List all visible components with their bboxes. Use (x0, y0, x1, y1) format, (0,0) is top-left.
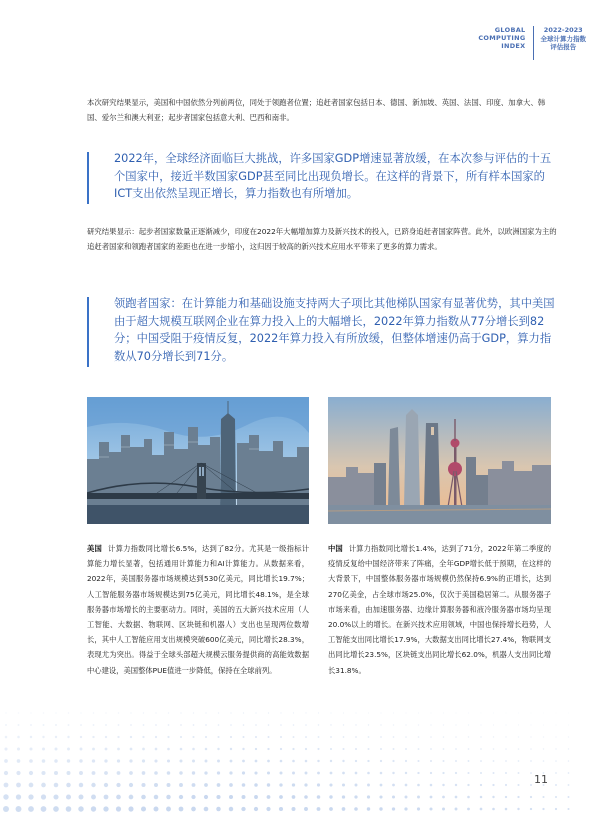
header-divider (533, 26, 534, 60)
new-york-skyline-photo (87, 397, 309, 524)
intro-paragraph: 本次研究结果显示，美国和中国依然分列前两位，同处于领跑者位置；追赶者国家包括日本、德国、新加坡、英国、法国、印度、加拿大、韩国、爱尔兰和澳大利亚；起步者国家包括意大利、巴西和南非。 (87, 98, 546, 122)
quote-text: 2022年，全球经济面临巨大挑战，许多国家GDP增速显著放缓，在本次参与评估的十五个国家中，接近半数国家GDP甚至同比出现负增长。在这样的背景下，所有样本国家的ICT支出依然呈现正增长，算力指数也有所增加。 (114, 152, 552, 201)
decorative-dot-pattern (0, 695, 600, 814)
usa-label: 美国 (87, 544, 103, 553)
page-number: 11 (534, 773, 548, 786)
usa-column (87, 541, 309, 678)
highlight-quote-2 (87, 295, 557, 369)
shanghai-skyline-photo (328, 397, 551, 524)
quote-text: 领跑者国家：在计算能力和基础设施支持两大子项比其他梯队国家有显著优势，其中美国由于超大规模互联网企业在算力投入上的大幅增长，2022年算力指数从77分增长到82分；中国受阻于疫情反复，2022年算力投入有所放缓，但整体增速仍高于GDP，算力指数从70分增长到71分。 (114, 297, 555, 363)
quote-bar (87, 297, 89, 367)
global-computing-index-logo: GLOBAL COMPUTING INDEX (478, 26, 526, 50)
highlight-quote-1 (87, 150, 557, 206)
china-label: 中国 (328, 544, 343, 553)
china-text: 计算力指数同比增长1.4%，达到了71分，2022年第二季度的疫情反复给中国经济带来了阵痛，全年GDP增长低于预期，在这样的大背景下，中国整体服务器市场规模仍然保持6.9%的正增长，达到270亿美金，占全球市场25.0%，仅次于美国稳居第二。从服务器子市场来看，由加速服务器、边缘计算服务器和液冷服务器市场均呈现20.0%以上的增长。在新兴技术应用领域，中国也保持增长趋势，人工智能支出同比增长17.9%，大数据支出同比增长27.4%，物联网支出同比增长23.5%，区块链支出同比增长62.0%，机器人支出同比增长31.8%。 (328, 544, 551, 675)
findings-paragraph: 研究结果显示：起步者国家数量正逐渐减少，印度在2022年大幅增加算力及新兴技术的投入，已跻身追赶者国家阵营。此外，以欧洲国家为主的追赶者国家和领跑者国家的差距也在进一步缩小，这归因于较高的新兴技术应用水平带来了更多的算力需求。 (87, 227, 557, 251)
china-column (328, 541, 551, 678)
quote-bar (87, 152, 89, 204)
report-title: 2022-2023 全球计算力指数 评估报告 (540, 26, 586, 51)
usa-text: 计算力指数同比增长6.5%，达到了82分。尤其是一级指标计算能力增长显著，包括通用计算能力和AI计算能力。从数据来看，2022年，美国服务器市场规模达到530亿美元，同比增长19.7%；人工智能服务器市场规模达到75亿美元，同比增长48.1%，是全球服务器市场增长的主要驱动力。同时，美国的五大新兴技术应用（人工智能、大数据、物联网、区块链和机器人）支出也呈现两位数增长，其中人工智能应用支出规模突破600亿美元，同比增长28.3%，表现尤为突出。得益于全球头部超大规模云服务提供商的高能效数据中心建设，美国整体PUE值进一步降低，保持在全球前列。 (87, 544, 310, 675)
report-header (478, 26, 586, 60)
